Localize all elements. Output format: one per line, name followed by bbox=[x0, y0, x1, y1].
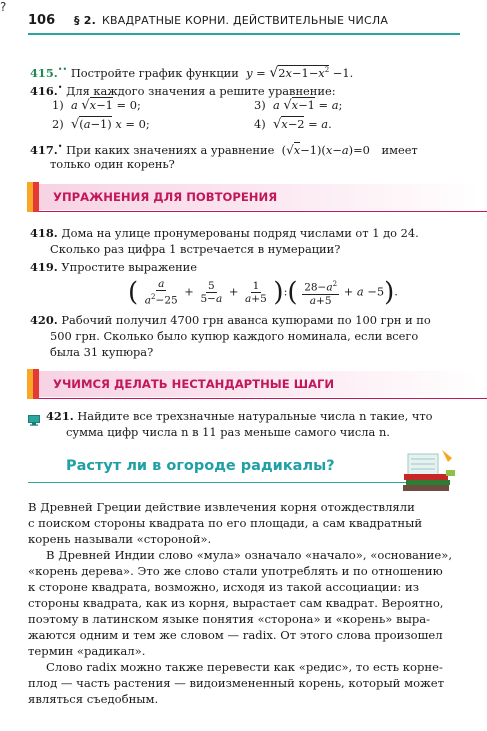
section-title-nonstandard: УЧИМСЯ ДЕЛАТЬ НЕСТАНДАРТНЫЕ ШАГИ bbox=[53, 377, 335, 391]
problem-421-cont: сумма цифр числа n в 11 раз меньше самого числа n. bbox=[66, 425, 390, 439]
problem-418-cont: Сколько раз цифра 1 встречается в нумерации? bbox=[50, 242, 341, 256]
problem-number: 421. bbox=[46, 409, 74, 423]
reading-line: к стороне квадрата, возможно, исходя из такой ассоциации: из bbox=[28, 580, 420, 594]
problem-text-end: имеет bbox=[381, 142, 418, 157]
books-icon bbox=[402, 446, 458, 490]
problem-418 bbox=[30, 225, 419, 241]
reading-line: с поиском стороны квадрата по его площади, а сам квадратный bbox=[28, 516, 423, 530]
reading-line: поэтому в латинском языке понятия «сторона» и «корень» выра- bbox=[28, 612, 431, 626]
reading-title: Растут ли в огороде радикалы? bbox=[66, 458, 335, 474]
difficulty-mark: • bbox=[57, 83, 63, 92]
reading-title-rule bbox=[28, 482, 408, 483]
problem-number: 417. bbox=[30, 142, 58, 157]
problem-416 bbox=[30, 80, 336, 99]
problem-text: Найдите все трехзначные натуральные числа n такие, что bbox=[77, 409, 433, 423]
reading-line: стороны квадрата, как из корня, вырастает сам квадрат. Вероятно, bbox=[28, 596, 444, 610]
problem-text: Для каждого значения a решите уравнение: bbox=[66, 83, 336, 98]
problem-417-cont: только один корень? bbox=[50, 157, 175, 171]
eq-416-1: 1) a √x−1 = 0; bbox=[52, 98, 141, 113]
section-title: КВАДРАТНЫЕ КОРНИ. ДЕЙСТВИТЕЛЬНЫЕ ЧИСЛА bbox=[101, 14, 389, 27]
problem-420-cont1: 500 грн. Сколько было купюр каждого номинала, если всего bbox=[50, 329, 419, 343]
problem-text: Упростите выражение bbox=[61, 260, 197, 274]
section-header-nonstandard bbox=[27, 369, 487, 399]
section-title-review: УПРАЖНЕНИЯ ДЛЯ ПОВТОРЕНИЯ bbox=[53, 190, 278, 204]
section-number: § 2. bbox=[74, 14, 96, 27]
eq-416-4: 4) √x−2 = a. bbox=[254, 117, 332, 132]
reading-line: корень называли «стороной». bbox=[28, 532, 212, 546]
section-rule bbox=[39, 211, 487, 212]
reading-line: В Древней Греции действие извлечения корня отождествляли bbox=[28, 500, 415, 514]
reading-line: В Древней Индии слово «мула» означало «начало», «основание», bbox=[46, 548, 453, 562]
problem-number: 418. bbox=[30, 226, 58, 240]
eq-416-2: 2) √(a−1) x = 0; bbox=[52, 117, 150, 132]
reading-line: жаются одним и тем же словом — radix. От этого слова произошел bbox=[28, 628, 443, 642]
problem-number: 420. bbox=[30, 313, 58, 327]
problem-number: 416. bbox=[30, 83, 58, 98]
problem-text: Рабочий получил 4700 грн аванса купюрами по 100 грн и по bbox=[61, 313, 431, 327]
problem-419 bbox=[30, 259, 197, 275]
problem-420 bbox=[30, 312, 431, 328]
formula-417: (√x−1)(x−a)=0 bbox=[277, 142, 370, 157]
computer-icon bbox=[28, 411, 40, 421]
difficulty-mark: •• bbox=[57, 65, 68, 74]
header-rule bbox=[28, 33, 460, 35]
problem-number: 419. bbox=[30, 260, 58, 274]
reading-line: термин «радикал». bbox=[28, 644, 146, 658]
problem-421 bbox=[46, 408, 433, 424]
formula-419: ( $\frac{a}{a^2-25}$ + $\frac{5}{5-a}$ + $\frac{1}{a+5}$ ):( $\frac{28-a^2}{a+5}$ + a −5). bbox=[128, 277, 398, 308]
running-header bbox=[74, 14, 388, 27]
corner-question-mark: ? bbox=[0, 0, 7, 14]
page-number: 106 bbox=[28, 13, 56, 28]
problem-text: При каких значениях a уравнение bbox=[66, 142, 275, 157]
problem-420-cont2: была 31 купюра? bbox=[50, 345, 154, 359]
reading-line: являться съедобным. bbox=[28, 692, 159, 706]
problem-417 bbox=[30, 139, 418, 158]
problem-415 bbox=[30, 62, 353, 81]
problem-number: 415. bbox=[30, 65, 58, 80]
reading-line: «корень дерева». Это же слово стали употреблять и по отношению bbox=[28, 564, 443, 578]
reading-line: Слово radix можно также перевести как «редис», то есть корне- bbox=[46, 660, 443, 674]
eq-416-3: 3) a √x−1 = a; bbox=[254, 98, 343, 113]
section-header-review bbox=[27, 182, 487, 212]
problem-text: Постройте график функции bbox=[70, 65, 239, 80]
reading-line: плод — часть растения — видоизмененный корень, который может bbox=[28, 676, 445, 690]
section-rule bbox=[39, 398, 487, 399]
problem-text: Дома на улице пронумерованы подряд числами от 1 до 24. bbox=[61, 226, 419, 240]
formula-415: $y = √2x-1-x^2 -1$. bbox=[246, 64, 354, 81]
difficulty-mark: • bbox=[57, 142, 63, 151]
